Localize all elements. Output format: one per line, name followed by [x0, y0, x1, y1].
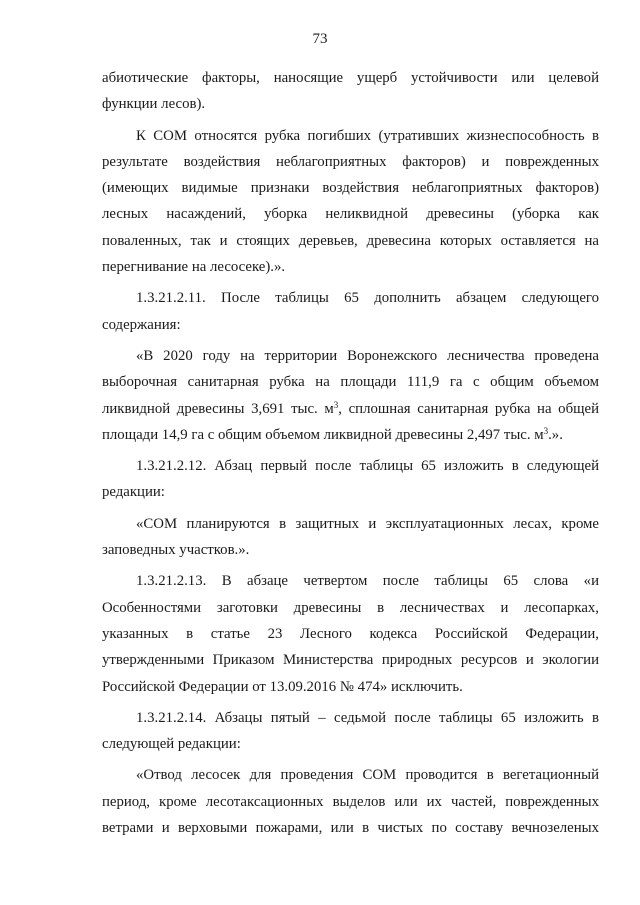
text-run: 1.3.21.2.13. В абзаце четвертом после таблицы 65 слова «и [136, 573, 599, 590]
text-line [102, 647, 599, 673]
text-run: следующей редакции: [102, 736, 241, 753]
text-line [102, 369, 599, 395]
text-line [102, 453, 599, 479]
text-run: результате воздействия неблагоприятных факторов) и поврежденных [102, 153, 599, 170]
text-line [102, 396, 599, 422]
superscript: 3 [543, 425, 549, 436]
text-line [102, 285, 599, 311]
text-run: Российской Федерации от 13.09.2016 № 474» исключить. [102, 678, 463, 695]
text-line [102, 149, 599, 175]
paragraph-p1 [102, 65, 599, 118]
text-line [102, 254, 599, 280]
text-run: редакции: [102, 484, 165, 501]
paragraph-p7 [102, 568, 599, 699]
paragraph-p9 [102, 762, 599, 841]
text-run: функции лесов). [102, 96, 206, 113]
text-run: .». [548, 426, 563, 443]
text-line [102, 123, 599, 149]
text-run: «СОМ планируются в защитных и эксплуатационных лесах, кроме [136, 515, 599, 532]
text-line [102, 228, 599, 254]
text-run: , сплошная санитарная рубка на общей [338, 400, 599, 417]
text-run: 1.3.21.2.14. Абзацы пятый – седьмой после таблицы 65 изложить в [136, 709, 599, 726]
text-line [102, 201, 599, 227]
text-run: «В 2020 году на территории Воронежского лесничества проведена [136, 347, 599, 364]
text-line [102, 621, 599, 647]
paragraph-p5 [102, 453, 599, 506]
text-run: содержания: [102, 316, 181, 333]
text-run: лесных насаждений, уборка неликвидной древесины (уборка как [102, 206, 599, 223]
text-line [102, 312, 599, 338]
text-line [102, 705, 599, 731]
text-line [102, 343, 599, 369]
text-line [102, 789, 599, 815]
text-run: период, кроме лесотаксационных выделов или их частей, поврежденных [102, 793, 599, 810]
text-run: выборочная санитарная рубка на площади 111,9 га с общим объемом [102, 374, 599, 391]
text-run: утвержденными Приказом Министерства природных ресурсов и экологии [102, 652, 599, 669]
text-run: 1.3.21.2.11. После таблицы 65 дополнить абзацем следующего [136, 290, 599, 307]
text-run: Особенностями заготовки древесины в лесничествах и лесопарках, [102, 599, 599, 616]
text-run: ликвидной древесины 3,691 тыс. м [102, 400, 334, 417]
text-run: заповедных участков.». [102, 542, 250, 559]
paragraph-p8 [102, 705, 599, 758]
page-number: 73 [312, 31, 328, 47]
text-run: площади 14,9 га с общим объемом ликвидной древесины 2,497 тыс. м [102, 426, 544, 443]
paragraph-p3 [102, 285, 599, 338]
text-run: абиотические факторы, наносящие ущерб устойчивости или целевой [102, 70, 599, 86]
text-line [102, 731, 599, 757]
text-line [102, 762, 599, 788]
text-run: (имеющих видимые признаки воздействия неблагоприятных факторов) [102, 180, 599, 197]
text-run: перегнивание на лесосеке).». [102, 259, 286, 276]
text-run: указанных в статье 23 Лесного кодекса Российской Федерации, [102, 625, 599, 642]
text-line [102, 65, 599, 91]
text-line [102, 511, 599, 537]
text-run: поваленных, так и стоящих деревьев, древесина которых оставляется на [102, 232, 599, 249]
paragraph-p2 [102, 123, 599, 281]
paragraph-p6 [102, 511, 599, 564]
text-line [102, 815, 599, 841]
text-line [102, 479, 599, 505]
text-run: «Отвод лесосек для проведения СОМ проводится в вегетационный [136, 767, 599, 784]
text-line [102, 91, 599, 117]
text-line [102, 422, 599, 448]
text-line [102, 175, 599, 201]
paragraph-p4 [102, 343, 599, 448]
text-line [102, 674, 599, 700]
text-run: 1.3.21.2.12. Абзац первый после таблицы 65 изложить в следующей [136, 458, 599, 475]
text-run: К СОМ относятся рубка погибших (утративших жизнеспособность в [136, 127, 599, 144]
superscript: 3 [333, 399, 339, 410]
text-line [102, 568, 599, 594]
text-line [102, 537, 599, 563]
text-line [102, 595, 599, 621]
text-run: ветрами и верховыми пожарами, или в чистых по составу вечнозеленых [102, 820, 599, 837]
document-body [102, 65, 599, 846]
